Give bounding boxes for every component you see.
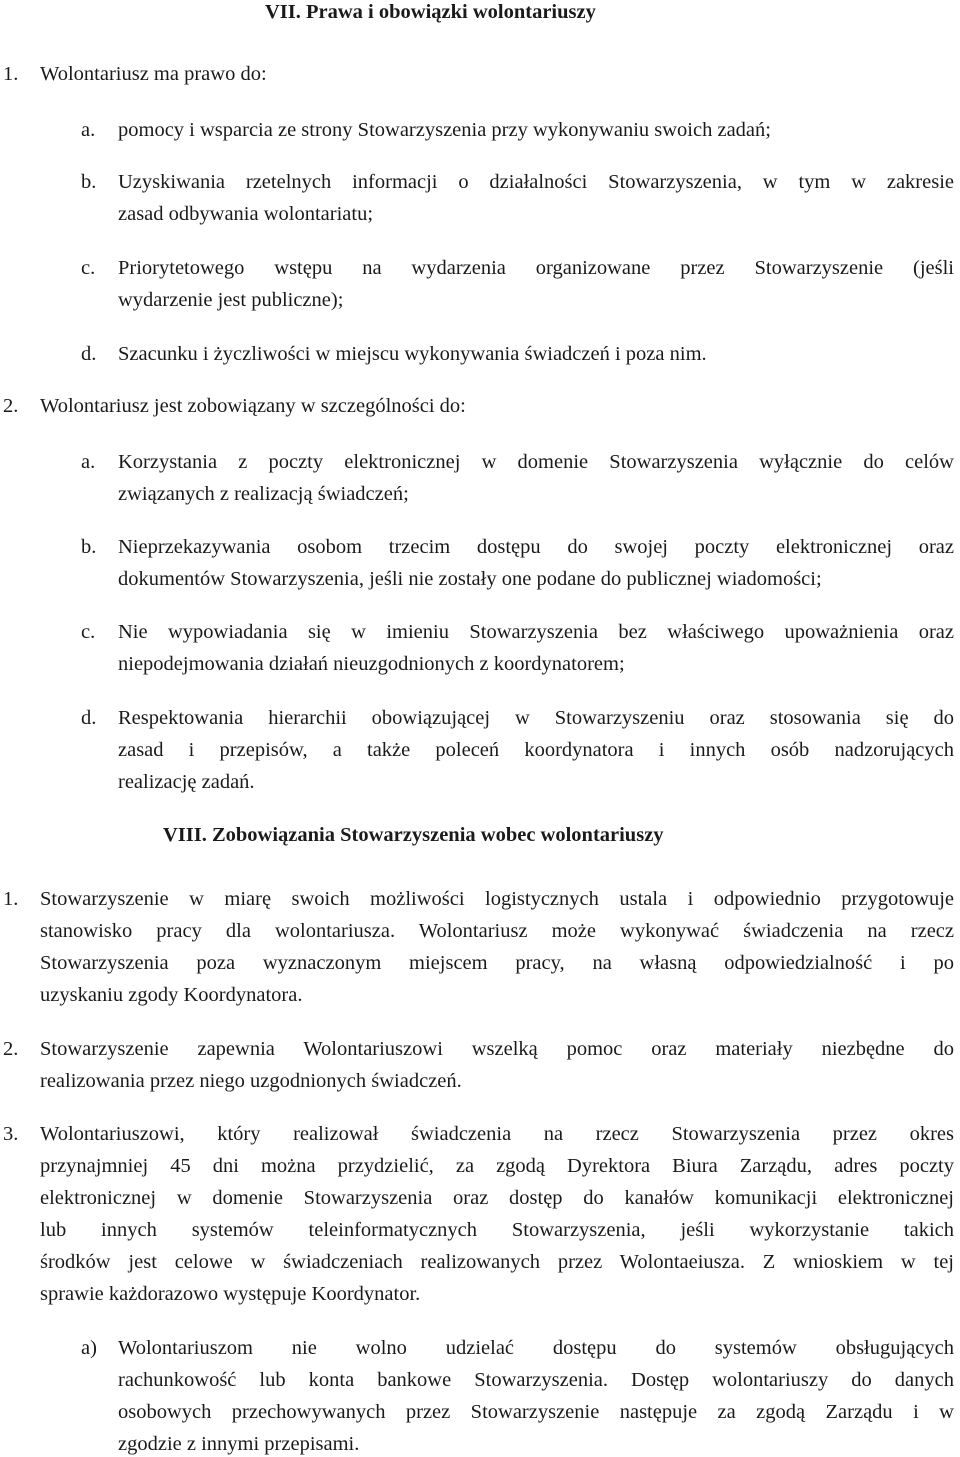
item-2a-line-2: związanych z realizacją świadczeń; xyxy=(118,483,409,505)
item-2d-line-1: Respektowania hierarchii obowiązującej w Stowarzyszeniu oraz stosowania się do xyxy=(118,707,954,729)
s8-item-3-marker: 3. xyxy=(3,1123,19,1145)
s8-item-3-line-3: elektronicznej w domenie Stowarzyszenia oraz dostęp do kanałów komunikacji elektronicznej xyxy=(40,1187,954,1209)
s8-item-1-line-3: Stowarzyszenia poza wyznaczonym miejscem pracy, na własną odpowiedzialność i po xyxy=(40,952,954,974)
item-2-marker: 2. xyxy=(3,395,19,417)
s8-subitem-a-line-1: Wolontariuszom nie wolno udzielać dostępu do systemów obsługujących xyxy=(118,1337,954,1359)
section-7-title: VII. Prawa i obowiązki wolontariuszy xyxy=(265,1,596,23)
item-1d-line-1: Szacunku i życzliwości w miejscu wykonywania świadczeń i poza nim. xyxy=(118,343,707,365)
item-2a-line-1: Korzystania z poczty elektronicznej w domenie Stowarzyszenia wyłącznie do celów xyxy=(118,451,954,473)
item-1a-line-1: pomocy i wsparcia ze strony Stowarzyszenia przy wykonywaniu swoich zadań; xyxy=(118,119,771,141)
item-2c-line-2: niepodejmowania działań nieuzgodnionych z koordynatorem; xyxy=(118,653,625,675)
item-2b-marker: b. xyxy=(81,536,97,558)
s8-subitem-a-line-4: zgodzie z innymi przepisami. xyxy=(118,1433,360,1455)
s8-subitem-a-marker: a) xyxy=(81,1337,97,1359)
s8-item-1-line-2: stanowisko pracy dla wolontariusza. Wolontariusz może wykonywać świadczenia na rzecz xyxy=(40,920,954,942)
item-2-text: Wolontariusz jest zobowiązany w szczególności do: xyxy=(40,395,466,417)
s8-item-3-line-5: środków jest celowe w świadczeniach realizowanych przez Wolontaeiusza. Z wnioskiem w tej xyxy=(40,1251,954,1273)
item-2d-line-3: realizację zadań. xyxy=(118,771,255,793)
item-2c-marker: c. xyxy=(81,621,96,643)
item-1c-line-1: Priorytetowego wstępu na wydarzenia organizowane przez Stowarzyszenie (jeśli xyxy=(118,257,954,279)
s8-item-3-line-2: przynajmniej 45 dni można przydzielić, za zgodą Dyrektora Biura Zarządu, adres poczty xyxy=(40,1155,954,1177)
item-1c-marker: c. xyxy=(81,257,96,279)
item-1b-line-1: Uzyskiwania rzetelnych informacji o działalności Stowarzyszenia, w tym w zakresie xyxy=(118,171,954,193)
item-2b-line-2: dokumentów Stowarzyszenia, jeśli nie zostały one podane do publicznej wiadomości; xyxy=(118,568,822,590)
item-1d-marker: d. xyxy=(81,343,97,365)
item-2a-marker: a. xyxy=(81,451,96,473)
item-1-text: Wolontariusz ma prawo do: xyxy=(40,63,267,85)
item-2b-line-1: Nieprzekazywania osobom trzecim dostępu do swojej poczty elektronicznej oraz xyxy=(118,536,954,558)
s8-item-3-line-1: Wolontariuszowi, który realizował świadczenia na rzecz Stowarzyszenia przez okres xyxy=(40,1123,954,1145)
s8-subitem-a-line-2: rachunkowość lub konta bankowe Stowarzyszenia. Dostęp wolontariuszy do danych xyxy=(118,1369,954,1391)
item-1a-marker: a. xyxy=(81,119,96,141)
item-2c-line-1: Nie wypowiadania się w imieniu Stowarzyszenia bez właściwego upoważnienia oraz xyxy=(118,621,954,643)
item-1-marker: 1. xyxy=(3,63,19,85)
item-1b-marker: b. xyxy=(81,171,97,193)
item-1b-line-2: zasad odbywania wolontariatu; xyxy=(118,203,374,225)
item-2d-marker: d. xyxy=(81,707,97,729)
s8-item-1-line-4: uzyskaniu zgody Koordynatora. xyxy=(40,984,303,1006)
s8-item-2-line-1: Stowarzyszenie zapewnia Wolontariuszowi wszelką pomoc oraz materiały niezbędne do xyxy=(40,1038,954,1060)
s8-item-3-line-4: lub innych systemów teleinformatycznych Stowarzyszenia, jeśli wykorzystanie takich xyxy=(40,1219,954,1241)
item-2d-line-2: zasad i przepisów, a także poleceń koordynatora i innych osób nadzorujących xyxy=(118,739,954,761)
s8-item-1-line-1: Stowarzyszenie w miarę swoich możliwości logistycznych ustala i odpowiednio przygotowuje xyxy=(40,888,954,910)
s8-subitem-a-line-3: osobowych przechowywanych przez Stowarzyszenie następuje za zgodą Zarządu i w xyxy=(118,1401,954,1423)
section-8-title: VIII. Zobowiązania Stowarzyszenia wobec wolontariuszy xyxy=(163,824,664,846)
s8-item-2-marker: 2. xyxy=(3,1038,19,1060)
item-1c-line-2: wydarzenie jest publiczne); xyxy=(118,289,344,311)
s8-item-2-line-2: realizowania przez niego uzgodnionych świadczeń. xyxy=(40,1070,462,1092)
s8-item-1-marker: 1. xyxy=(3,888,19,910)
s8-item-3-line-6: sprawie każdorazowo występuje Koordynator. xyxy=(40,1283,421,1305)
